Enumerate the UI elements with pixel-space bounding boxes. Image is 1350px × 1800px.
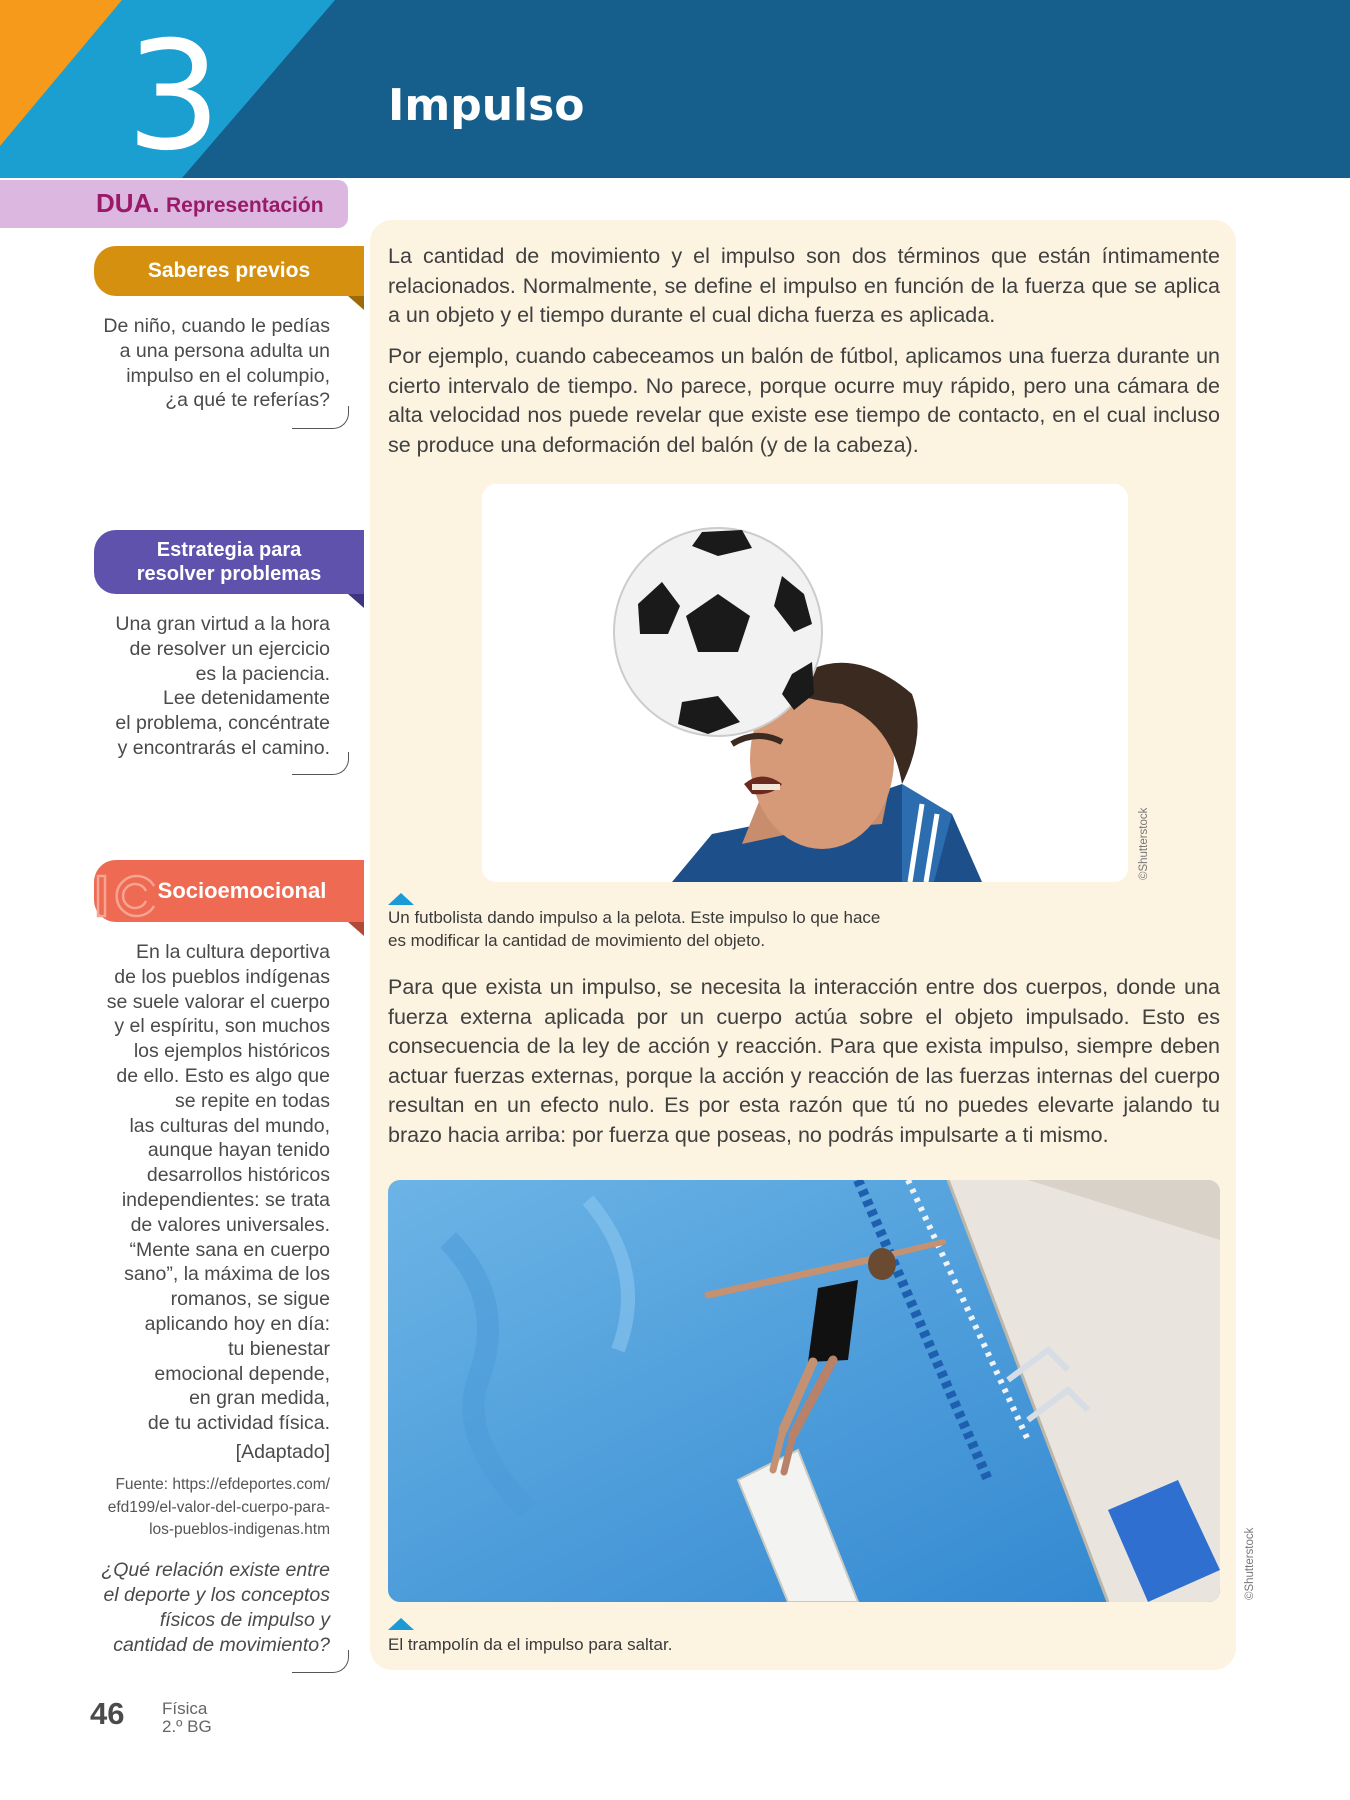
text-line: de tu actividad física.: [147, 1412, 330, 1435]
text-line: ¿a qué te referías?: [165, 389, 330, 412]
text-line: se repite en todas: [174, 1089, 330, 1112]
subject-grade: 2.º BG: [162, 1717, 212, 1736]
estrategia-title-line: resolver problemas: [136, 563, 322, 585]
text-line: sano”, la máxima de los: [124, 1263, 330, 1286]
soccer-illustration: [482, 484, 1128, 882]
text-line: Una gran virtud a la hora: [115, 613, 330, 635]
chapter-header: [0, 0, 1350, 178]
dua-type: Representación: [166, 194, 324, 217]
divider-line: [292, 406, 349, 429]
saberes-previos-header: [94, 246, 364, 296]
socioemocional-question: [101, 1558, 330, 1658]
text-line: En la cultura deportiva: [135, 941, 330, 963]
caption-marker-icon: [388, 1618, 414, 1630]
caption-line: es modificar la cantidad de movimiento del objeto.: [388, 930, 766, 950]
text-line: romanos, se sigue: [170, 1288, 330, 1311]
caption-line: Un futbolista dando impulso a la pelota. Este impulso lo que hace: [388, 908, 881, 927]
text-line: De niño, cuando le pedías: [103, 315, 330, 337]
text-line: los ejemplos históricos: [133, 1040, 330, 1063]
subject-label: [162, 1700, 212, 1736]
subject-name: Física: [162, 1699, 208, 1718]
saberes-previos-text: [103, 314, 330, 413]
dua-label: DUA.: [96, 188, 160, 218]
paragraph-3: Para que exista un impulso, se necesita la interacción entre dos cuerpos, donde una fuerza externa aplicada por un cuerpo actúa sobre el objeto impulsado. Esto es consecuencia de la ley de acción y reacción. Para que exista impulso, siempre deben actuar fuerzas externas, porque la acción y reacción de las fuerzas internas del cuerpo resultan en un efecto nulo. Es por esta razón que tú no puedes elevarte jalando tu brazo hacia arriba: por fuerza que poseas, no podrás impulsarte a ti mismo.: [388, 975, 1220, 1147]
socioemocional-title: Socioemocional: [157, 878, 327, 903]
caption-marker-icon: [388, 893, 414, 905]
socioemocional-header: [94, 860, 364, 922]
text-line: y el espíritu, son muchos: [114, 1015, 330, 1038]
soccer-player-photo: [482, 484, 1128, 882]
socioemocional-text: [107, 940, 330, 1465]
estrategia-title-line: Estrategia para: [156, 539, 302, 561]
source-line: Fuente: https://efdeportes.com/: [115, 1476, 330, 1493]
source-line: los-pueblos-indigenas.htm: [149, 1521, 330, 1538]
diver-photo: [388, 1180, 1220, 1602]
text-line: de los pueblos indígenas: [114, 965, 330, 988]
text-line: emocional depende,: [154, 1362, 330, 1385]
figure2-caption: El trampolín da el impulso para saltar.: [388, 1635, 673, 1654]
photo-credit: ©Shutterstock: [1138, 807, 1150, 880]
text-line: en gran medida,: [189, 1387, 330, 1410]
divider-line: [292, 1650, 349, 1673]
estrategia-header: [94, 530, 364, 594]
text-line: a una persona adulta un: [119, 339, 330, 362]
text-line: impulso en el columpio,: [126, 364, 330, 387]
text-line: y encontrarás el camino.: [117, 736, 330, 759]
question-line: ¿Qué relación existe entre: [101, 1559, 330, 1581]
text-line: Lee detenidamente: [163, 687, 330, 710]
paragraph-1: La cantidad de movimiento y el impulso son dos términos que están íntimamente relacionados. Normalmente, se define el impulso en función de la fuerza que se aplica a un objeto y el tiempo durante el cual dicha fuerza es aplicada.: [388, 244, 1220, 327]
estrategia-text: [115, 612, 330, 761]
text-line: es la paciencia.: [195, 662, 330, 685]
chapter-number: 3: [126, 10, 222, 178]
text-line: [Adaptado]: [235, 1440, 330, 1463]
saberes-previos-title: Saberes previos: [147, 259, 311, 282]
pill-tail: [348, 594, 364, 608]
divider-line: [292, 752, 349, 775]
text-line: “Mente sana en cuerpo: [129, 1238, 330, 1261]
question-line: físicos de impulso y: [159, 1609, 330, 1631]
photo-credit: ©Shutterstock: [1244, 1527, 1256, 1600]
text-line: aplicando hoy en día:: [144, 1312, 330, 1335]
paragraph-2: Por ejemplo, cuando cabeceamos un balón de fútbol, aplicamos una fuerza durante un cierto intervalo de tiempo. No parece, porque ocurre muy rápido, pero una cámara de alta velocidad nos puede revelar que existe ese tiempo de contacto, en el cual incluso se produce una deformación del balón (y de la cabeza).: [388, 344, 1220, 457]
question-line: cantidad de movimiento?: [113, 1634, 330, 1656]
dua-banner: [0, 180, 348, 228]
pill-tail: [348, 296, 364, 310]
text-line: tu bienestar: [228, 1337, 330, 1360]
chapter-title: Impulso: [388, 80, 585, 131]
figure1-caption: [388, 907, 880, 952]
question-line: el deporte y los conceptos: [103, 1584, 330, 1606]
text-line: el problema, concéntrate: [115, 712, 330, 735]
text-line: las culturas del mundo,: [129, 1114, 330, 1137]
text-line: se suele valorar el cuerpo: [106, 990, 330, 1013]
text-line: de resolver un ejercicio: [129, 637, 330, 660]
socioemocional-source: [108, 1474, 330, 1542]
page-number: 46: [90, 1696, 125, 1731]
text-line: aunque hayan tenido: [147, 1139, 330, 1162]
text-line: independientes: se trata: [121, 1188, 330, 1211]
pill-tail: [348, 922, 364, 936]
text-line: de ello. Esto es algo que: [116, 1064, 330, 1087]
text-line: de valores universales.: [130, 1213, 330, 1236]
socioemocional-logo-icon: [96, 872, 160, 920]
source-line: efd199/el-valor-del-cuerpo-para-: [107, 1498, 330, 1516]
text-line: desarrollos históricos: [146, 1164, 330, 1187]
diving-illustration: [388, 1180, 1220, 1602]
